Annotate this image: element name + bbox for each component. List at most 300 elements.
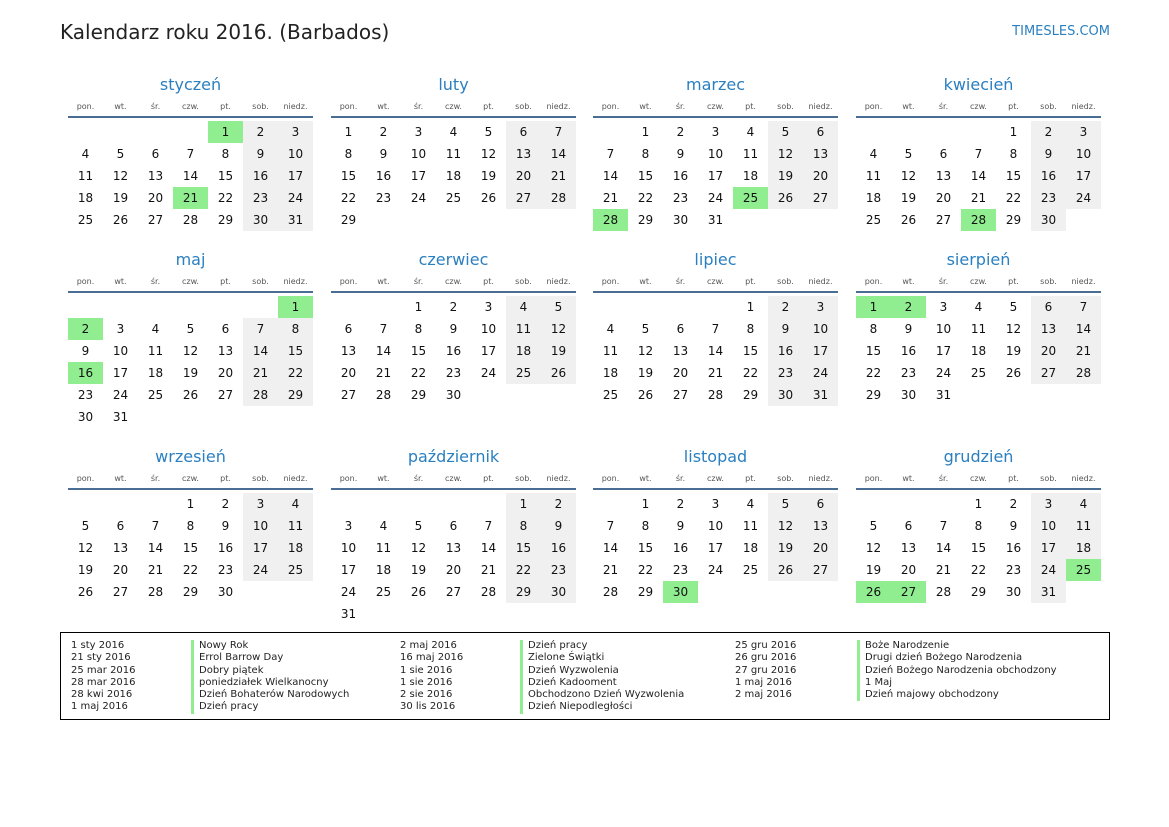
day-cell: 19 <box>480 169 497 183</box>
day-cell: 30 <box>243 209 278 231</box>
weekday-label: sob. <box>252 474 269 483</box>
day-cell: 22 <box>340 191 357 205</box>
day-cell: 5 <box>541 296 576 318</box>
month-block <box>68 446 313 603</box>
day-cell: 18 <box>742 541 759 555</box>
day-cell: 4 <box>81 147 90 161</box>
day-cell: 4 <box>449 125 458 139</box>
weekday-label: wt. <box>639 474 652 483</box>
holiday-day-cell: 27 <box>891 581 926 603</box>
day-cell: 14 <box>1066 318 1101 340</box>
day-cell: 26 <box>768 559 803 581</box>
day-cell: 24 <box>243 559 278 581</box>
holiday-day-cell: 25 <box>733 187 768 209</box>
weekday-label: niedz. <box>808 102 833 111</box>
day-cell: 17 <box>340 563 357 577</box>
day-cell: 30 <box>541 581 576 603</box>
legend-date: 28 kwi 2016 <box>71 689 133 701</box>
weekday-label: pt. <box>220 474 231 483</box>
holiday-day-cell: 16 <box>68 362 103 384</box>
day-cell: 24 <box>1031 559 1066 581</box>
day-cell: 20 <box>217 366 234 380</box>
day-cell: 23 <box>900 366 917 380</box>
day-cell: 19 <box>768 165 803 187</box>
day-cell: 2 <box>676 125 685 139</box>
month-block <box>856 74 1101 231</box>
weekday-label: niedz. <box>283 474 308 483</box>
legend-holiday-name: Dobry piątek <box>191 665 349 677</box>
day-cell: 8 <box>506 515 541 537</box>
day-cell: 26 <box>900 213 917 227</box>
holiday-day-cell: 28 <box>961 209 996 231</box>
day-cell: 26 <box>182 388 199 402</box>
weekday-label: sob. <box>777 277 794 286</box>
day-cell: 24 <box>340 585 357 599</box>
day-cell: 16 <box>768 340 803 362</box>
day-cell: 7 <box>186 147 195 161</box>
day-cell: 5 <box>768 493 803 515</box>
day-cell: 26 <box>112 213 129 227</box>
day-cell: 9 <box>221 519 230 533</box>
day-cell: 30 <box>77 410 94 424</box>
legend-date: 2 maj 2016 <box>735 689 792 701</box>
day-cell: 6 <box>116 519 125 533</box>
holiday-day-cell: 2 <box>68 318 103 340</box>
legend-holiday-name: Dzień pracy <box>520 640 684 652</box>
day-cell: 1 <box>344 125 353 139</box>
day-cell: 3 <box>116 322 125 336</box>
weekday-label: pt. <box>220 102 231 111</box>
weekday-label: sob. <box>777 474 794 483</box>
weekday-header <box>856 273 1101 293</box>
day-cell: 19 <box>410 563 427 577</box>
day-cell: 9 <box>81 344 90 358</box>
day-cell: 3 <box>1031 493 1066 515</box>
weekday-label: czw. <box>707 102 724 111</box>
day-cell: 31 <box>1031 581 1066 603</box>
day-cell: 30 <box>672 213 689 227</box>
day-cell: 26 <box>1005 366 1022 380</box>
day-cell: 15 <box>340 169 357 183</box>
day-cell: 17 <box>707 169 724 183</box>
day-cell: 10 <box>278 143 313 165</box>
day-grid <box>593 296 838 406</box>
month-name: styczeń <box>159 75 222 94</box>
day-cell: 26 <box>410 585 427 599</box>
month-name: październik <box>407 447 500 466</box>
day-cell: 11 <box>77 169 94 183</box>
day-cell: 6 <box>221 322 230 336</box>
legend-date: 1 maj 2016 <box>735 676 792 688</box>
day-cell: 28 <box>707 388 724 402</box>
day-cell: 9 <box>676 147 685 161</box>
weekday-label: czw. <box>970 277 987 286</box>
day-cell: 20 <box>112 563 129 577</box>
day-cell: 18 <box>445 169 462 183</box>
weekday-label: śr. <box>150 277 161 286</box>
legend-holiday-name: Obchodzono Dzień Wyzwolenia <box>520 689 684 701</box>
legend-date: 27 gru 2016 <box>735 664 797 676</box>
day-cell: 22 <box>182 563 199 577</box>
day-cell: 31 <box>340 607 357 621</box>
day-cell: 4 <box>379 519 388 533</box>
day-cell: 18 <box>77 191 94 205</box>
day-grid <box>68 296 313 428</box>
empty-day-cell <box>593 493 628 515</box>
day-cell: 6 <box>676 322 685 336</box>
day-cell: 3 <box>711 125 720 139</box>
day-cell: 27 <box>506 187 541 209</box>
empty-day-cell <box>138 493 173 515</box>
day-cell: 25 <box>445 191 462 205</box>
day-cell: 15 <box>182 541 199 555</box>
weekday-label: pon. <box>601 474 620 483</box>
day-cell: 12 <box>480 147 497 161</box>
day-cell: 13 <box>340 344 357 358</box>
day-cell: 20 <box>445 563 462 577</box>
day-cell: 29 <box>637 585 654 599</box>
weekday-label: wt. <box>114 474 127 483</box>
day-cell: 27 <box>147 213 164 227</box>
day-cell: 29 <box>217 213 234 227</box>
holiday-legend <box>60 632 1110 720</box>
day-cell: 31 <box>935 388 952 402</box>
legend-date: 2 maj 2016 <box>400 640 457 651</box>
legend-holiday-name: Dzień Bożego Narodzenia obchodzony <box>857 665 1057 677</box>
day-cell: 16 <box>900 344 917 358</box>
day-cell: 12 <box>182 344 199 358</box>
day-cell: 22 <box>278 362 313 384</box>
day-cell: 10 <box>935 322 952 336</box>
day-cell: 13 <box>445 541 462 555</box>
day-cell: 16 <box>217 541 234 555</box>
day-cell: 8 <box>1009 147 1018 161</box>
legend-holiday-name: Dzień Wyzwolenia <box>520 665 684 677</box>
day-cell: 28 <box>375 388 392 402</box>
legend-name-column <box>191 640 349 714</box>
weekday-label: pon. <box>864 102 883 111</box>
legend-date: 16 maj 2016 <box>400 652 464 664</box>
day-cell: 25 <box>375 585 392 599</box>
month-block <box>68 74 313 231</box>
day-cell: 12 <box>768 143 803 165</box>
day-cell: 29 <box>865 388 882 402</box>
day-cell: 27 <box>1031 362 1066 384</box>
weekday-label: pt. <box>220 277 231 286</box>
weekday-label: czw. <box>707 277 724 286</box>
day-cell: 14 <box>147 541 164 555</box>
day-cell: 25 <box>865 213 882 227</box>
day-cell: 7 <box>484 519 493 533</box>
weekday-label: pt. <box>745 474 756 483</box>
month-block <box>68 249 313 428</box>
day-cell: 14 <box>935 541 952 555</box>
day-cell: 1 <box>641 125 650 139</box>
empty-day-cell <box>593 296 628 318</box>
day-cell: 4 <box>151 322 160 336</box>
day-cell: 9 <box>676 519 685 533</box>
empty-day-cell <box>366 493 401 515</box>
day-cell: 8 <box>414 322 423 336</box>
day-cell: 3 <box>1066 121 1101 143</box>
day-cell: 22 <box>742 366 759 380</box>
day-cell: 5 <box>81 519 90 533</box>
day-cell: 4 <box>278 493 313 515</box>
day-cell: 6 <box>939 147 948 161</box>
day-cell: 26 <box>77 585 94 599</box>
day-cell: 18 <box>742 169 759 183</box>
day-cell: 28 <box>541 187 576 209</box>
month-name: wrzesień <box>155 447 226 466</box>
day-cell: 26 <box>637 388 654 402</box>
day-cell: 22 <box>637 191 654 205</box>
day-cell: 1 <box>641 497 650 511</box>
legend-holiday-name: Dzień pracy <box>191 701 349 713</box>
day-cell: 15 <box>1005 169 1022 183</box>
day-cell: 9 <box>768 318 803 340</box>
day-cell: 15 <box>217 169 234 183</box>
weekday-label: pon. <box>864 474 883 483</box>
empty-day-cell <box>173 296 208 318</box>
weekday-label: śr. <box>675 474 686 483</box>
legend-name-column <box>857 640 1057 701</box>
day-cell: 19 <box>1005 344 1022 358</box>
weekday-label: niedz. <box>546 102 571 111</box>
day-cell: 4 <box>746 497 755 511</box>
day-cell: 22 <box>217 191 234 205</box>
day-cell: 30 <box>1005 585 1022 599</box>
day-cell: 11 <box>742 147 759 161</box>
day-cell: 28 <box>147 585 164 599</box>
month-name: kwiecień <box>943 75 1014 94</box>
month-block <box>593 249 838 406</box>
day-cell: 2 <box>449 300 458 314</box>
weekday-label: czw. <box>445 474 462 483</box>
day-cell: 7 <box>1066 296 1101 318</box>
day-cell: 21 <box>602 191 619 205</box>
day-cell: 16 <box>541 537 576 559</box>
weekday-label: niedz. <box>1071 474 1096 483</box>
day-cell: 23 <box>541 559 576 581</box>
weekday-label: niedz. <box>1071 277 1096 286</box>
day-cell: 11 <box>742 519 759 533</box>
weekday-label: śr. <box>150 102 161 111</box>
holiday-day-cell: 26 <box>856 581 891 603</box>
empty-day-cell <box>208 296 243 318</box>
weekday-label: śr. <box>938 474 949 483</box>
day-cell: 24 <box>112 388 129 402</box>
day-cell: 11 <box>147 344 164 358</box>
day-cell: 16 <box>243 165 278 187</box>
day-cell: 12 <box>900 169 917 183</box>
day-cell: 20 <box>340 366 357 380</box>
day-cell: 27 <box>340 388 357 402</box>
weekday-label: pon. <box>601 277 620 286</box>
weekday-label: niedz. <box>808 277 833 286</box>
day-cell: 16 <box>375 169 392 183</box>
month-name: czerwiec <box>418 250 489 269</box>
day-cell: 17 <box>278 165 313 187</box>
day-cell: 14 <box>243 340 278 362</box>
weekday-label: pon. <box>76 277 95 286</box>
day-cell: 23 <box>243 187 278 209</box>
day-cell: 21 <box>707 366 724 380</box>
day-cell: 6 <box>1031 296 1066 318</box>
legend-holiday-name: Dzień majowy obchodzony <box>857 689 1057 701</box>
empty-day-cell <box>103 296 138 318</box>
site-link[interactable]: TIMESLES.COM <box>1012 24 1110 39</box>
legend-date: 1 maj 2016 <box>71 701 128 713</box>
empty-day-cell <box>926 121 961 143</box>
weekday-label: sob. <box>252 102 269 111</box>
day-cell: 13 <box>935 169 952 183</box>
day-cell: 28 <box>935 585 952 599</box>
day-cell: 30 <box>217 585 234 599</box>
day-cell: 21 <box>243 362 278 384</box>
day-cell: 29 <box>506 581 541 603</box>
empty-day-cell <box>698 296 733 318</box>
day-cell: 23 <box>375 191 392 205</box>
day-cell: 17 <box>112 366 129 380</box>
empty-day-cell <box>138 296 173 318</box>
holiday-day-cell: 28 <box>593 209 628 231</box>
day-cell: 21 <box>541 165 576 187</box>
day-cell: 20 <box>672 366 689 380</box>
day-cell: 12 <box>768 515 803 537</box>
day-cell: 16 <box>1005 541 1022 555</box>
legend-date-column <box>400 640 463 714</box>
empty-day-cell <box>243 296 278 318</box>
day-cell: 24 <box>278 187 313 209</box>
empty-day-cell <box>856 121 891 143</box>
day-cell: 22 <box>410 366 427 380</box>
day-cell: 28 <box>1066 362 1101 384</box>
day-cell: 18 <box>278 537 313 559</box>
day-cell: 18 <box>506 340 541 362</box>
day-cell: 9 <box>1031 143 1066 165</box>
month-block <box>331 249 576 406</box>
day-cell: 24 <box>480 366 497 380</box>
empty-day-cell <box>68 493 103 515</box>
weekday-label: czw. <box>970 474 987 483</box>
weekday-label: sob. <box>515 277 532 286</box>
weekday-label: pon. <box>339 277 358 286</box>
weekday-header <box>331 470 576 490</box>
day-cell: 21 <box>375 366 392 380</box>
day-cell: 22 <box>637 563 654 577</box>
day-cell: 31 <box>278 209 313 231</box>
day-cell: 21 <box>1066 340 1101 362</box>
weekday-label: wt. <box>114 277 127 286</box>
day-cell: 23 <box>77 388 94 402</box>
day-cell: 24 <box>1066 187 1101 209</box>
day-cell: 14 <box>375 344 392 358</box>
empty-day-cell <box>593 121 628 143</box>
day-cell: 18 <box>375 563 392 577</box>
day-cell: 22 <box>865 366 882 380</box>
month-name: luty <box>438 75 469 94</box>
empty-day-cell <box>331 493 366 515</box>
day-cell: 12 <box>1005 322 1022 336</box>
day-cell: 17 <box>707 541 724 555</box>
day-cell: 13 <box>112 541 129 555</box>
weekday-label: pon. <box>339 474 358 483</box>
weekday-label: pon. <box>339 102 358 111</box>
legend-date: 1 sie 2016 <box>400 676 453 688</box>
empty-day-cell <box>68 121 103 143</box>
day-cell: 19 <box>865 563 882 577</box>
day-cell: 5 <box>768 121 803 143</box>
weekday-label: czw. <box>707 474 724 483</box>
weekday-label: wt. <box>377 474 390 483</box>
holiday-day-cell: 1 <box>208 121 243 143</box>
weekday-label: pt. <box>745 277 756 286</box>
day-cell: 7 <box>379 322 388 336</box>
legend-holiday-name: Drugi dzień Bożego Narodzenia <box>857 652 1057 664</box>
legend-date: 21 sty 2016 <box>71 652 131 664</box>
day-cell: 1 <box>414 300 423 314</box>
day-cell: 8 <box>746 322 755 336</box>
day-cell: 25 <box>278 559 313 581</box>
weekday-label: czw. <box>182 474 199 483</box>
legend-holiday-name: Dzień Bohaterów Narodowych <box>191 689 349 701</box>
day-grid <box>331 296 576 406</box>
weekday-header <box>593 273 838 293</box>
day-cell: 14 <box>602 169 619 183</box>
day-grid <box>593 493 838 603</box>
day-cell: 10 <box>707 147 724 161</box>
day-grid <box>856 493 1101 603</box>
day-cell: 27 <box>803 559 838 581</box>
legend-date: 30 lis 2016 <box>400 701 456 713</box>
day-cell: 18 <box>147 366 164 380</box>
weekday-label: czw. <box>182 102 199 111</box>
day-cell: 18 <box>865 191 882 205</box>
empty-day-cell <box>891 493 926 515</box>
weekday-label: pon. <box>601 102 620 111</box>
day-cell: 29 <box>742 388 759 402</box>
weekday-label: pt. <box>1008 102 1019 111</box>
day-cell: 17 <box>243 537 278 559</box>
day-cell: 27 <box>445 585 462 599</box>
day-cell: 11 <box>445 147 462 161</box>
day-cell: 12 <box>541 318 576 340</box>
day-cell: 13 <box>672 344 689 358</box>
day-cell: 14 <box>602 541 619 555</box>
day-cell: 9 <box>449 322 458 336</box>
day-grid <box>68 121 313 231</box>
day-cell: 29 <box>970 585 987 599</box>
legend-date-column <box>735 640 796 701</box>
day-cell: 8 <box>641 519 650 533</box>
legend-holiday-name: Dzień Kadooment <box>520 677 684 689</box>
day-cell: 19 <box>637 366 654 380</box>
month-name: sierpień <box>946 250 1011 269</box>
day-cell: 15 <box>637 541 654 555</box>
legend-date: 28 mar 2016 <box>71 676 136 688</box>
weekday-label: niedz. <box>546 474 571 483</box>
day-cell: 6 <box>803 493 838 515</box>
weekday-header <box>856 470 1101 490</box>
day-cell: 10 <box>803 318 838 340</box>
day-cell: 8 <box>869 322 878 336</box>
weekday-header <box>68 470 313 490</box>
weekday-label: śr. <box>675 102 686 111</box>
day-cell: 15 <box>865 344 882 358</box>
day-cell: 5 <box>414 519 423 533</box>
day-cell: 15 <box>970 541 987 555</box>
day-cell: 29 <box>1005 213 1022 227</box>
